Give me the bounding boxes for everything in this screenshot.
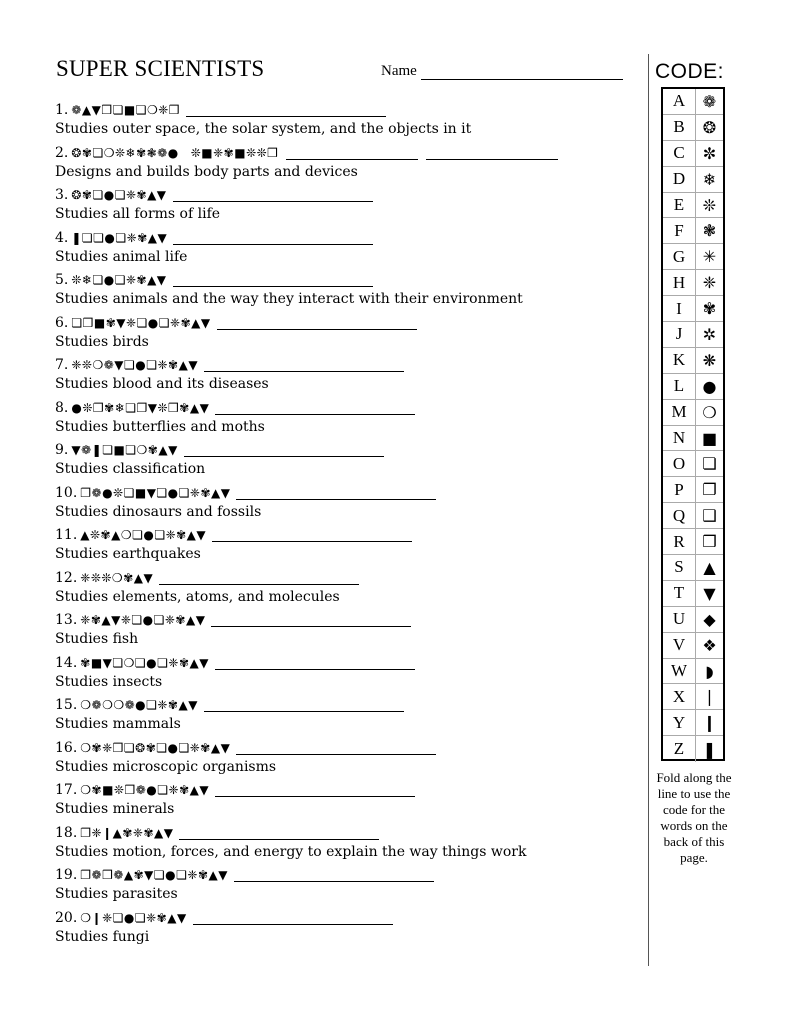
question-number: 15.: [55, 697, 78, 713]
code-letter: P: [663, 477, 696, 502]
code-row: [663, 581, 723, 607]
code-letter: K: [663, 348, 696, 373]
coded-word: ❊■❈✾■❊❊❒: [190, 145, 279, 160]
code-symbol-icon: ❏: [702, 454, 717, 474]
question-line: [55, 185, 635, 205]
code-letter: L: [663, 374, 696, 399]
code-row: [663, 555, 723, 581]
question-number: 11.: [55, 527, 78, 543]
code-row: [663, 736, 723, 762]
question-line: [55, 738, 635, 758]
question-line: [55, 355, 635, 375]
code-row: [663, 296, 723, 322]
question-item: [55, 610, 635, 653]
question-description: Studies dinosaurs and fossils: [55, 503, 262, 520]
question-line: [55, 908, 635, 928]
coded-word: ❁▲▼❒❏■❏❍❈❒: [71, 103, 181, 117]
code-symbol-icon: ❒: [702, 532, 717, 552]
answer-blank[interactable]: [215, 656, 415, 670]
answer-blank[interactable]: [426, 146, 558, 160]
code-symbol-icon: ❋: [702, 350, 717, 370]
question-item: [55, 908, 635, 951]
code-symbol-icon: ❈: [702, 273, 717, 293]
code-letter: M: [663, 400, 696, 425]
code-letter: B: [663, 115, 696, 140]
question-number: 6.: [55, 314, 69, 331]
question-item: [55, 823, 635, 866]
coded-word: ❂✾❏●❏❈✾▲▼: [71, 188, 167, 202]
code-row: [663, 607, 723, 633]
question-item: [55, 865, 635, 908]
code-symbol-icon: ✼: [702, 143, 717, 163]
answer-blank[interactable]: [217, 316, 417, 330]
code-row: [663, 477, 723, 503]
question-description: Studies elements, atoms, and molecules: [55, 588, 340, 605]
question-description: Studies minerals: [55, 801, 175, 817]
code-row: [663, 374, 723, 400]
question-line: [55, 653, 635, 673]
question-number: 12.: [55, 569, 78, 586]
code-row: [663, 529, 723, 555]
question-item: [55, 653, 635, 696]
answer-blank[interactable]: [215, 783, 415, 797]
question-number: 19.: [55, 867, 78, 883]
code-symbol-icon: ❂: [702, 117, 717, 137]
coded-word: ❍✾■❊❒❁●❏❈✾▲▼: [80, 783, 210, 797]
code-key-table: [661, 87, 725, 761]
answer-blank[interactable]: [173, 231, 373, 245]
answer-blank[interactable]: [173, 188, 373, 202]
question-line: [55, 865, 635, 885]
answer-blank[interactable]: [234, 868, 434, 882]
question-description: Studies all forms of life: [55, 206, 221, 222]
answer-blank[interactable]: [236, 486, 436, 500]
question-list: [55, 100, 635, 950]
code-row: [663, 503, 723, 529]
fold-instructions: Fold along the line to use the code for the words on the back of this page.: [656, 770, 732, 865]
answer-blank[interactable]: [173, 273, 373, 287]
coded-word: ❍✾❈❒❏❂✾❏●❏❈✾▲▼: [80, 740, 231, 755]
code-letter: E: [663, 193, 696, 218]
code-row: [663, 451, 723, 477]
coded-word: ❏❒■✾▼❈❏●❏❈✾▲▼: [71, 315, 211, 330]
question-description: Studies outer space, the solar system, and the objects in it: [55, 121, 472, 137]
question-line: [55, 440, 635, 460]
question-description: Studies motion, forces, and energy to explain the way things work: [55, 843, 527, 860]
code-row: [663, 322, 723, 348]
code-symbol-icon: ❐: [702, 480, 717, 500]
question-number: 7.: [55, 357, 69, 373]
question-number: 10.: [55, 484, 78, 501]
coded-word: ▼❁❚❏■❏❍✾▲▼: [71, 443, 178, 457]
question-description: Studies fish: [55, 631, 139, 647]
code-row: [663, 141, 723, 167]
question-item: [55, 780, 635, 823]
code-row: [663, 115, 723, 141]
question-number: 9.: [55, 442, 69, 458]
question-number: 3.: [55, 187, 69, 203]
question-line: [55, 143, 635, 163]
code-symbol-icon: ●: [702, 376, 717, 396]
answer-blank[interactable]: [159, 571, 359, 585]
code-letter: I: [663, 296, 696, 321]
code-letter: Z: [663, 736, 696, 762]
coded-word: ❈❊❊❍✾▲▼: [80, 570, 154, 585]
coded-word: ❂✾❏❍❊❄✾❃❁●: [71, 145, 179, 160]
name-label: Name: [381, 63, 417, 79]
question-description: Designs and builds body parts and devices: [55, 163, 358, 180]
question-line: [55, 483, 635, 503]
code-letter: F: [663, 218, 696, 243]
question-item: [55, 695, 635, 738]
code-symbol-icon: ■: [701, 428, 718, 448]
question-line: [55, 780, 635, 800]
code-letter: D: [663, 167, 696, 192]
question-description: Studies insects: [55, 673, 163, 690]
code-row: [663, 400, 723, 426]
code-row: [663, 633, 723, 659]
question-item: [55, 483, 635, 526]
coded-word: ▲❊✾▲❍❏●❏❈✾▲▼: [80, 528, 207, 542]
code-symbol-icon: ❃: [702, 221, 717, 241]
question-number: 1.: [55, 102, 69, 118]
code-letter: U: [663, 607, 696, 632]
code-symbol-icon: ▼: [703, 583, 716, 603]
coded-word: ❚❏❏●❏❈✾▲▼: [71, 230, 168, 245]
name-field[interactable]: [381, 63, 623, 80]
code-symbol-icon: ❙: [702, 713, 717, 733]
question-description: Studies birds: [55, 333, 149, 350]
question-line: [55, 525, 635, 545]
question-line: [55, 228, 635, 248]
code-symbol-icon: ❖: [702, 635, 717, 655]
code-row: [663, 270, 723, 296]
question-line: [55, 695, 635, 715]
question-description: Studies butterflies and moths: [55, 418, 265, 435]
question-item: [55, 100, 635, 143]
question-line: [55, 313, 635, 333]
coded-word: ●❊❐✾❄❏❐▼❊❒✾▲▼: [71, 400, 210, 415]
question-description: Studies mammals: [55, 716, 181, 732]
name-blank-line[interactable]: [421, 65, 623, 80]
question-item: [55, 143, 635, 186]
code-row: [663, 89, 723, 115]
question-item: [55, 228, 635, 271]
code-letter: Y: [663, 710, 696, 735]
code-letter: V: [663, 633, 696, 658]
question-number: 18.: [55, 824, 78, 841]
code-letter: G: [663, 244, 696, 269]
code-row: [663, 710, 723, 736]
code-row: [663, 426, 723, 452]
code-letter: R: [663, 529, 696, 554]
code-symbol-icon: ❍: [702, 402, 717, 422]
answer-blank[interactable]: [211, 613, 411, 627]
question-description: Studies blood and its diseases: [55, 376, 269, 392]
question-number: 5.: [55, 272, 69, 288]
code-symbol-icon: ◆: [703, 609, 716, 629]
code-letter: H: [663, 270, 696, 295]
coded-word: ❈❊❍❁▼❏●❏❈✾▲▼: [71, 358, 199, 372]
page-title: SUPER SCIENTISTS: [56, 56, 265, 81]
question-line: [55, 270, 635, 290]
code-letter: A: [663, 89, 696, 114]
question-number: 2.: [55, 144, 69, 161]
code-letter: S: [663, 555, 696, 580]
code-symbol-icon: ✳: [702, 247, 717, 267]
question-line: [55, 568, 635, 588]
question-item: [55, 270, 635, 313]
question-line: [55, 398, 635, 418]
code-letter: T: [663, 581, 696, 606]
answer-blank[interactable]: [236, 741, 436, 755]
question-item: [55, 738, 635, 781]
code-row: [663, 167, 723, 193]
code-letter: X: [663, 684, 696, 709]
code-row: [663, 348, 723, 374]
code-row: [663, 193, 723, 219]
code-symbol-icon: ✲: [702, 324, 717, 344]
coded-word: ❐❁❒❁▲✾▼❏●❏❈✾▲▼: [80, 868, 228, 882]
coded-word: ✾■▼❏❍❏●❏❈✾▲▼: [80, 655, 209, 670]
code-row: [663, 218, 723, 244]
coded-word: ❈✾▲▼❈❏●❏❈✾▲▼: [80, 613, 206, 627]
answer-blank[interactable]: [204, 698, 404, 712]
question-description: Studies animal life: [55, 248, 188, 265]
code-symbol-icon: ❁: [702, 91, 717, 111]
fold-line: [648, 54, 649, 966]
question-number: 4.: [55, 229, 69, 246]
code-symbol-icon: ❄: [702, 169, 717, 189]
question-description: Studies microscopic organisms: [55, 758, 277, 775]
question-number: 20.: [55, 909, 78, 926]
code-row: [663, 659, 723, 685]
code-letter: N: [663, 426, 696, 451]
code-symbol-icon: ◗: [705, 661, 714, 681]
question-description: Studies parasites: [55, 886, 178, 902]
answer-blank[interactable]: [184, 443, 384, 457]
question-number: 13.: [55, 612, 78, 628]
code-symbol-icon: ❚: [702, 739, 717, 759]
question-number: 17.: [55, 782, 78, 798]
answer-blank[interactable]: [186, 103, 386, 117]
code-letter: O: [663, 451, 696, 476]
question-description: Studies fungi: [55, 928, 150, 945]
question-item: [55, 568, 635, 611]
coded-word: ❍❁❍❍❁●❏❈✾▲▼: [80, 698, 198, 712]
code-symbol-icon: ❘: [702, 687, 717, 707]
question-number: 16.: [55, 739, 78, 756]
question-description: Studies earthquakes: [55, 546, 201, 562]
question-item: [55, 398, 635, 441]
question-description: Studies animals and the way they interact with their environment: [55, 291, 523, 307]
code-symbol-icon: ✾: [702, 299, 717, 319]
question-line: [55, 823, 635, 843]
code-row: [663, 684, 723, 710]
answer-blank[interactable]: [179, 826, 379, 840]
answer-blank[interactable]: [286, 146, 418, 160]
answer-blank[interactable]: [215, 401, 415, 415]
question-description: Studies classification: [55, 461, 206, 477]
answer-blank[interactable]: [212, 528, 412, 542]
code-letter: W: [663, 659, 696, 684]
question-item: [55, 185, 635, 228]
question-item: [55, 525, 635, 568]
question-item: [55, 355, 635, 398]
code-letter: C: [663, 141, 696, 166]
question-item: [55, 313, 635, 356]
question-number: 8.: [55, 399, 69, 416]
code-symbol-icon: ❑: [702, 506, 717, 526]
code-symbol-icon: ▲: [703, 557, 716, 577]
question-number: 14.: [55, 654, 78, 671]
code-letter: Q: [663, 503, 696, 528]
coded-word: ❐❈❙▲✾❈✾▲▼: [80, 825, 174, 840]
code-letter: J: [663, 322, 696, 347]
coded-word: ❊❄❏●❏❈✾▲▼: [71, 273, 167, 287]
answer-blank[interactable]: [193, 911, 393, 925]
coded-word: ❐❁●❊❏■▼❏●❏❈✾▲▼: [80, 485, 231, 500]
question-item: [55, 440, 635, 483]
code-title: CODE:: [655, 60, 725, 83]
question-line: [55, 100, 635, 120]
code-row: [663, 244, 723, 270]
code-symbol-icon: ❊: [702, 195, 717, 215]
answer-blank[interactable]: [204, 358, 404, 372]
question-line: [55, 610, 635, 630]
coded-word: ❍❙❈❏●❏❈✾▲▼: [80, 910, 187, 925]
